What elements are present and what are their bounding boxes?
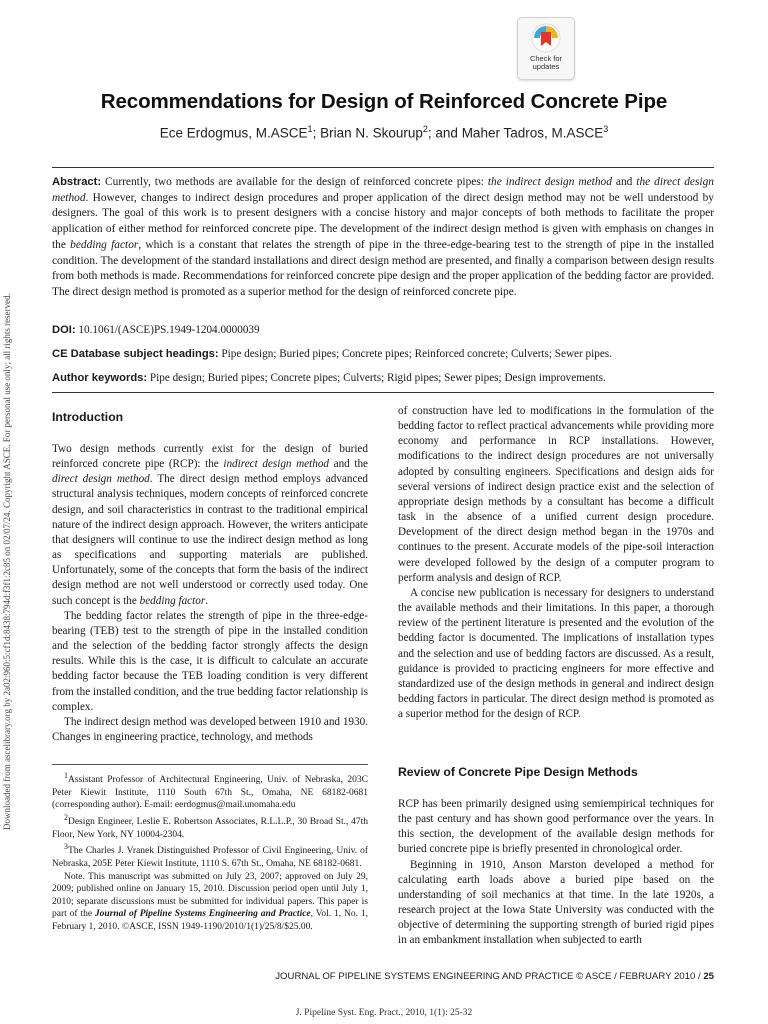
- subject-headings: [52, 348, 714, 360]
- journal-name: Journal of Pipeline Systems Engineering and Practice: [94, 909, 311, 920]
- manuscript-note: [52, 871, 368, 934]
- review-heading: Review of Concrete Pipe Design Methods: [398, 765, 638, 779]
- note-text: Note. This manuscript was submitted on July 23, 2007; approved on July 29, 2009; published online on January 15, 2010. Discussion period open until July 1, 2010; separate discussions must be submitted for individual papers. This paper is part of the: [52, 871, 368, 920]
- emphasis: indirect design method: [223, 458, 330, 471]
- left-column-text: [52, 442, 368, 745]
- footnote-marker: 1: [64, 771, 68, 780]
- paragraph: The indirect design method was developed between 1910 and 1930. Changes in engineering practice, technology, and methods: [52, 715, 368, 743]
- abstract-text: and: [611, 176, 637, 188]
- abstract-text: , which is a constant that relates the strength of pipe in the three-edge-bearing test to the strength of pipe in the installed condition. The development of the standard installations and direct design method are presented, and finally a comparison between design results from both methods is made. Recommendations for reinforced concrete pipe design and the proper application of the bedding factor are provided. The direct design method is promoted as a superior method for the design of reinforced concrete pipe.: [52, 238, 714, 298]
- paper-title: Recommendations for Design of Reinforced Concrete Pipe: [100, 90, 668, 113]
- abstract-text: Currently, two methods are available for the design of reinforced concrete pipes:: [101, 176, 488, 188]
- footnotes: [52, 770, 368, 934]
- abstract-emphasis: the indirect design method: [487, 176, 612, 188]
- abstract-label: Abstract:: [52, 176, 102, 188]
- doi-link[interactable]: 10.1061/(ASCE)PS.1949-1204.0000039: [75, 324, 260, 336]
- abstract-emphasis: bedding factor: [70, 238, 139, 251]
- author-keywords-value: Pipe design; Buried pipes; Concrete pipes; Culverts; Rigid pipes; Sewer pipes; Design improvements.: [147, 372, 606, 384]
- abstract-text: . However, changes to indirect design procedures and proper application of the direct design method may not be well understood by designers. The goal of this work is to present designers with a concise history and major concepts of both methods to facilitate the proper application of either method for reinforced concrete pipe. The development of the indirect design method is given with emphasis on changes in the: [52, 191, 714, 251]
- footnote-text: Assistant Professor of Architectural Engineering, Univ. of Nebraska, 203C Peter Kiewit Institute, 1110 South 67th St., Omaha, NE 68182-0681 (corresponding author). E-mail: eerdogmus@mail.unomaha.edu: [52, 775, 368, 811]
- footer-journal: JOURNAL OF PIPELINE SYSTEMS ENGINEERING AND PRACTICE © ASCE / FEBRUARY 2010 /: [275, 971, 704, 982]
- paragraph: The bedding factor relates the strength of pipe in the three-edge-bearing (TEB) test to the strength of pipe in the installed condition and the selection of the bedding factor strongly affects the design results. While this is the case, it is difficult to calculate an accurate bedding factor because the TEB loading condition is very different from the installed condition, and the true bedding factor relationship is complex.: [52, 609, 368, 713]
- text-run: and the: [329, 458, 368, 471]
- footnote-text: Design Engineer, Leslie E. Robertson Associates, R.L.L.P., 30 Broad St., 47th Floor, New York, NY 10004-2304.: [52, 817, 368, 840]
- check-for-updates-badge[interactable]: [517, 17, 575, 80]
- subject-headings-value: Pipe design; Buried pipes; Concrete pipes; Reinforced concrete; Culverts; Sewer pipes.: [218, 348, 612, 360]
- affiliation-marker: 2: [422, 124, 428, 134]
- emphasis: bedding factor: [139, 594, 206, 607]
- introduction-heading: Introduction: [52, 410, 124, 424]
- doi-line: [52, 324, 714, 336]
- author-keywords: [52, 372, 714, 384]
- footnote-text: The Charles J. Vranek Distinguished Professor of Civil Engineering, Univ. of Nebraska, 205E Peter Kiewit Institute, 1110 S. 67th St., Omaha, NE 68182-0681.: [52, 846, 368, 870]
- abstract: [52, 175, 714, 301]
- affiliation-marker: 1: [307, 124, 313, 134]
- badge-label-line1: Check for: [529, 54, 563, 63]
- author-keywords-label: Author keywords:: [52, 372, 148, 384]
- paragraph: RCP has been primarily designed using semiempirical techniques for the past century and has shown good performance over the years. In this section, the development of the available design methods for buried concrete pipe is briefly presented in chronological order.: [398, 798, 714, 856]
- abstract-emphasis: the direct design method: [52, 176, 714, 204]
- footnote: [52, 812, 368, 841]
- author-separator: ;: [312, 125, 321, 141]
- citation-line: J. Pipeline Syst. Eng. Pract., 2010, 1(1): 25-32: [295, 1008, 473, 1018]
- crossmark-icon: [531, 23, 561, 53]
- emphasis: direct design method: [52, 473, 150, 486]
- affiliation-marker: 3: [603, 124, 609, 134]
- footnote: [52, 841, 368, 870]
- text-run: Two design methods currently exist for the design of buried reinforced concrete pipe (RCP): the: [52, 443, 368, 471]
- paragraph: [52, 442, 368, 609]
- badge-label-line2: updates: [532, 62, 560, 71]
- paragraph: Beginning in 1910, Anson Marston developed a method for calculating earth loads above a buried pipe based on the understanding of soil mechanics at that time. In the late 1920s, a research project at the Iowa State University was conducted with the objective of determining the supporting strength of buried rigid pipes in an embankment installation when subjected to earth: [398, 858, 714, 947]
- abstract-divider: [52, 392, 714, 393]
- text-run: . The direct design method employs advanced structural analysis techniques, modern concepts of reinforced concrete design, and soil characteristics in contrast to the traditional empirical nature of the indirect design approach. However, the writers anticipate that designers will continue to use the indirect design method as long as specifications and supporting materials are published. Unfortunately, some of the concepts that form the basis of the indirect design method are not well understood or correctly used today. One such concept is the: [52, 473, 368, 607]
- author-name: Brian N. Skourup: [320, 125, 423, 141]
- footnote-marker: 2: [64, 812, 68, 822]
- author-name: Maher Tadros, M.ASCE: [461, 125, 604, 141]
- header-divider: [52, 167, 714, 168]
- text-run: .: [205, 594, 208, 607]
- author-separator: ; and: [427, 125, 462, 141]
- download-notice: Downloaded from ascelibrary.org by 2a02:960:5:cf1d:8438:794d:f3f1:2c85 on 02/07/24. Copyright ASCE. For personal use only; all rights reserved.: [2, 293, 12, 830]
- right-column-text: [398, 404, 714, 722]
- subject-headings-label: CE Database subject headings:: [52, 348, 219, 360]
- footnote-marker: 3: [64, 842, 68, 852]
- author-name: Ece Erdogmus, M.ASCE: [159, 125, 308, 141]
- paragraph: of construction have led to modifications in the formulation of the bedding factor to reflect practical advancements while providing more economy and performance in RCP installations. However, modifications to the indirect design procedures are not universally adopted by consulting engineers. Specifications and design aids for several versions of indirect design practice exist and the selection of appropriate design methods by a consultant has become a difficult task in the absence of a unified current design procedure. Development of the direct design method began in the 1970s and continues to the present. Accurate models of the pipe-soil interaction were developed followed by the design of a computer program to perform analysis and design of RCP.: [398, 405, 714, 584]
- page-number: 25: [703, 971, 714, 982]
- footnote-divider: [52, 764, 368, 765]
- doi-label: DOI:: [52, 324, 76, 336]
- review-text: [398, 797, 714, 949]
- journal-footer: [275, 971, 714, 982]
- author-list: [0, 124, 768, 141]
- note-text: , Vol. 1, No. 1, February 1, 2010. ©ASCE, ISSN 1949-1190/2010/1(1)/25/8/$25.00.: [52, 909, 368, 932]
- paragraph: A concise new publication is necessary for designers to understand the available methods and their limitations. In this paper, a thorough review of the pertinent literature is presented and the evolution of the bedding factor is documented. The implications of installation types and the selection and use of bedding factors are discussed. As a result, guidance is provided to practicing engineers for more effective and standardized use of the design methods in general and indirect design bedding factors in particular. The direct design method is promoted as a superior method for the design of RCP.: [398, 586, 714, 721]
- footnote: [52, 770, 368, 812]
